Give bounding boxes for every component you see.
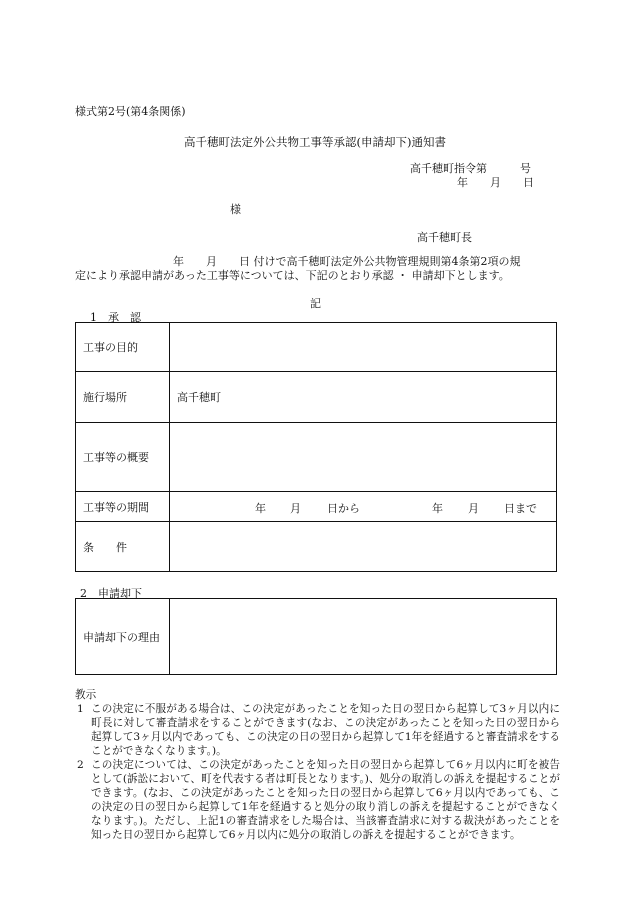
- overview-value: [170, 423, 557, 492]
- table-row: [76, 599, 557, 675]
- period-label: 工事等の期間: [76, 492, 170, 522]
- table-row: [76, 522, 557, 572]
- period-end-year: 年: [432, 501, 443, 515]
- instruction-number: 2: [77, 759, 84, 771]
- document-number: 高千穂町指令第 号: [410, 162, 531, 175]
- table-row: [76, 492, 557, 522]
- period-value: [170, 492, 557, 522]
- document-date: 年 月 日: [457, 176, 534, 189]
- conditions-value: [170, 522, 557, 572]
- instruction-text: この決定に不服がある場合は、この決定があったことを知った日の翌日から起算して3ヶ月以内に町長に対して審査請求をすることができます(なお、この決定があったことを知った日の翌日から起算して3ヶ月以内であっても、この決定の日の翌日から起算して1年を経過すると審査請求をすることができなくなります。)。: [91, 703, 560, 757]
- period-start-day: 日から: [327, 501, 360, 515]
- period-end-month: 月: [468, 501, 479, 515]
- instruction-item: [75, 702, 560, 758]
- intro-text-line-2: 定により承認申請があった工事等については、下記のとおり承認 ・ 申請却下とします。: [75, 269, 510, 282]
- form-number: 様式第2号(第4条関係): [75, 105, 186, 118]
- conditions-label: 条 件: [76, 522, 170, 572]
- issuer-name: 高千穂町長: [417, 231, 472, 244]
- location-value: 高千穂町: [170, 372, 557, 423]
- table-row: [76, 423, 557, 492]
- rejection-table: [75, 598, 557, 675]
- period-start-year: 年: [255, 501, 266, 515]
- rejection-heading: 2 申請却下: [80, 587, 142, 600]
- rejection-reason-label: 申請却下の理由: [76, 599, 170, 675]
- period-end-day: 日まで: [504, 501, 537, 515]
- instructions-heading: 教示: [75, 689, 97, 701]
- period-start-month: 月: [290, 501, 301, 515]
- location-label: 施行場所: [76, 372, 170, 423]
- document-title: 高千穂町法定外公共物工事等承認(申請却下)通知書: [184, 135, 446, 149]
- approval-table: [75, 322, 557, 572]
- addressee-suffix: 様: [230, 203, 241, 216]
- intro-text-line-1: 年 月 日 付けで高千穂町法定外公共物管理規則第4条第2項の規: [173, 255, 521, 268]
- instruction-text: この決定については、この決定があったことを知った日の翌日から起算して6ヶ月以内に町を被告として(訴訟において、町を代表する者は町長となります。)、処分の取消しの訴えを提起することができます。(なお、この決定があったことを知った日の翌日から起算して6ヶ月以内であっても、この決定の日の翌日から起算して1年を経過すると処分の取り消しの訴えを提起することができなくなります。)。ただし、上記1の審査請求をした場合は、当該審査請求に対する裁決があったことを知った日の翌日から起算して6ヶ月以内に処分の取消しの訴えを提起することができます。: [91, 759, 560, 841]
- approval-heading: 1 承 認: [90, 311, 141, 324]
- ki-marker: 記: [310, 297, 321, 310]
- table-row: [76, 372, 557, 423]
- purpose-label: 工事の目的: [76, 323, 170, 372]
- purpose-value: [170, 323, 557, 372]
- instruction-item: [75, 758, 560, 842]
- instruction-number: 1: [77, 703, 84, 715]
- overview-label: 工事等の概要: [76, 423, 170, 492]
- table-row: [76, 323, 557, 372]
- rejection-reason-value: [170, 599, 557, 675]
- instructions: [75, 688, 560, 842]
